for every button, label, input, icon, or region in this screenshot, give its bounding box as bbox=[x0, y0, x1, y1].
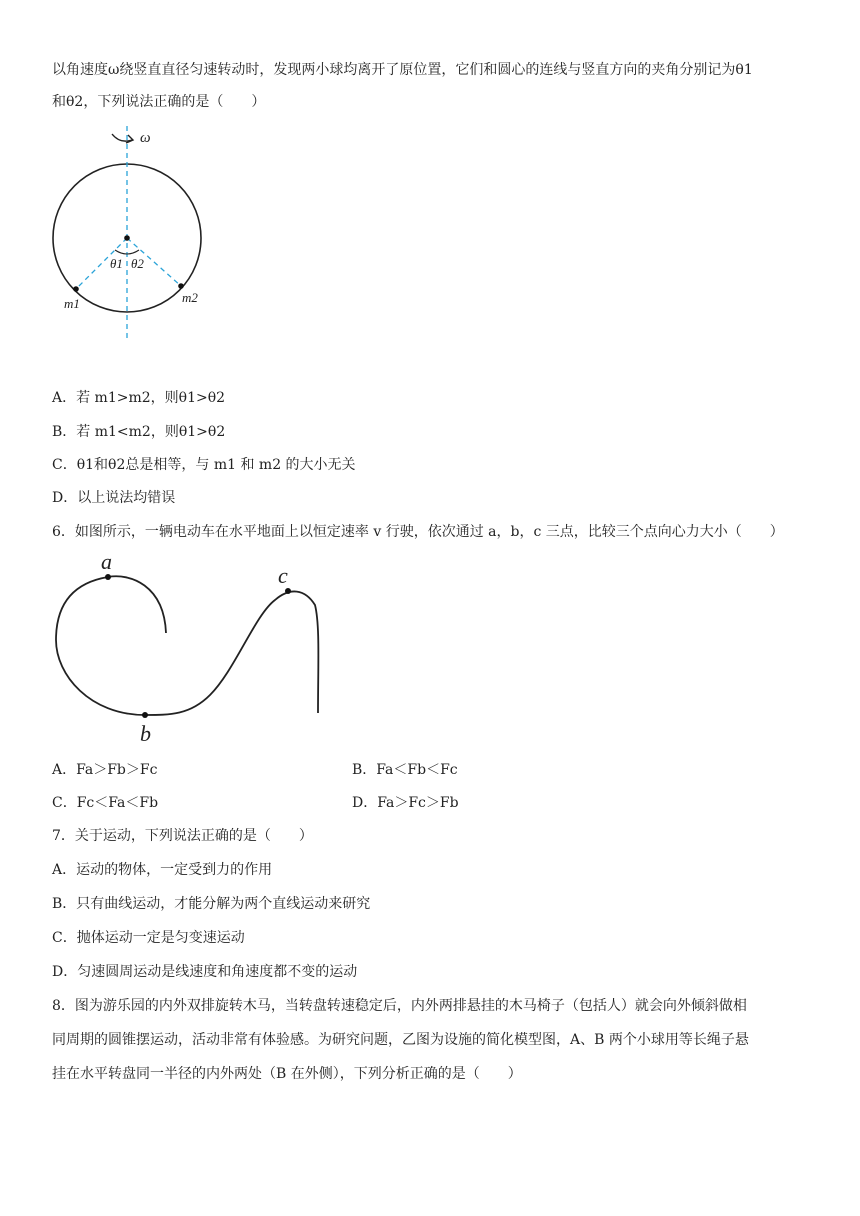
q7-option-b: B．只有曲线运动，才能分解为两个直线运动来研究 bbox=[52, 896, 371, 912]
q6-option-a: A．Fa＞Fb＞Fc bbox=[52, 762, 158, 778]
q7-option-a: A．运动的物体，一定受到力的作用 bbox=[52, 862, 273, 878]
ball-m2 bbox=[178, 283, 184, 289]
point-c bbox=[285, 588, 291, 594]
theta2-label: θ2 bbox=[131, 256, 144, 271]
q6-figure-road-curve bbox=[50, 545, 340, 745]
label-c: c bbox=[278, 563, 288, 588]
omega-label: ω bbox=[140, 130, 151, 146]
q5-option-c: C．θ1和θ2总是相等，与 m1 和 m2 的大小无关 bbox=[52, 457, 356, 473]
q8-stem-line3: 挂在水平转盘同一半径的内外两处（B 在外侧），下列分析正确的是（ ） bbox=[52, 1066, 522, 1082]
point-a bbox=[105, 574, 111, 580]
q7-option-c: C．抛体运动一定是匀变速运动 bbox=[52, 930, 245, 946]
q8-stem-line2: 同周期的圆锥摆运动，活动非常有体验感。为研究问题，乙图为设施的简化模型图，A、B 两个小球用等长绳子悬 bbox=[52, 1032, 749, 1048]
m2-label: m2 bbox=[182, 290, 198, 305]
q5-stem-line2: 和θ2，下列说法正确的是（ ） bbox=[52, 94, 266, 110]
q5-option-b: B．若 m1<m2，则θ1>θ2 bbox=[52, 424, 226, 440]
q6-stem: 6．如图所示，一辆电动车在水平地面上以恒定速率 v 行驶，依次通过 a，b，c 三点，比较三个点向心力大小（ ） bbox=[52, 524, 784, 540]
q7-option-d: D．匀速圆周运动是线速度和角速度都不变的运动 bbox=[52, 964, 358, 980]
label-a: a bbox=[101, 549, 112, 574]
q5-stem-line1: 以角速度ω绕竖直直径匀速转动时，发现两小球均离开了原位置，它们和圆心的连线与竖直方向的夹角分别记为θ1 bbox=[52, 62, 753, 78]
point-b bbox=[142, 712, 148, 718]
m1-label: m1 bbox=[64, 296, 80, 311]
q6-option-c: C．Fc＜Fa＜Fb bbox=[52, 795, 159, 811]
q5-figure-rotating-circle bbox=[40, 120, 240, 350]
center-dot bbox=[124, 235, 130, 241]
road-path bbox=[56, 576, 318, 715]
q6-option-d: D．Fa＞Fc＞Fb bbox=[352, 795, 459, 811]
label-b: b bbox=[140, 721, 151, 746]
q6-option-b: B．Fa＜Fb＜Fc bbox=[352, 762, 458, 778]
q8-stem-line1: 8．图为游乐园的内外双排旋转木马，当转盘转速稳定后，内外两排悬挂的木马椅子（包括人）就会向外倾斜做相 bbox=[52, 998, 747, 1014]
q7-stem: 7．关于运动，下列说法正确的是（ ） bbox=[52, 828, 313, 844]
q5-option-a: A．若 m1>m2，则θ1>θ2 bbox=[52, 390, 226, 406]
q5-option-d: D．以上说法均错误 bbox=[52, 490, 176, 506]
ball-m1 bbox=[73, 286, 79, 292]
theta1-label: θ1 bbox=[110, 256, 123, 271]
